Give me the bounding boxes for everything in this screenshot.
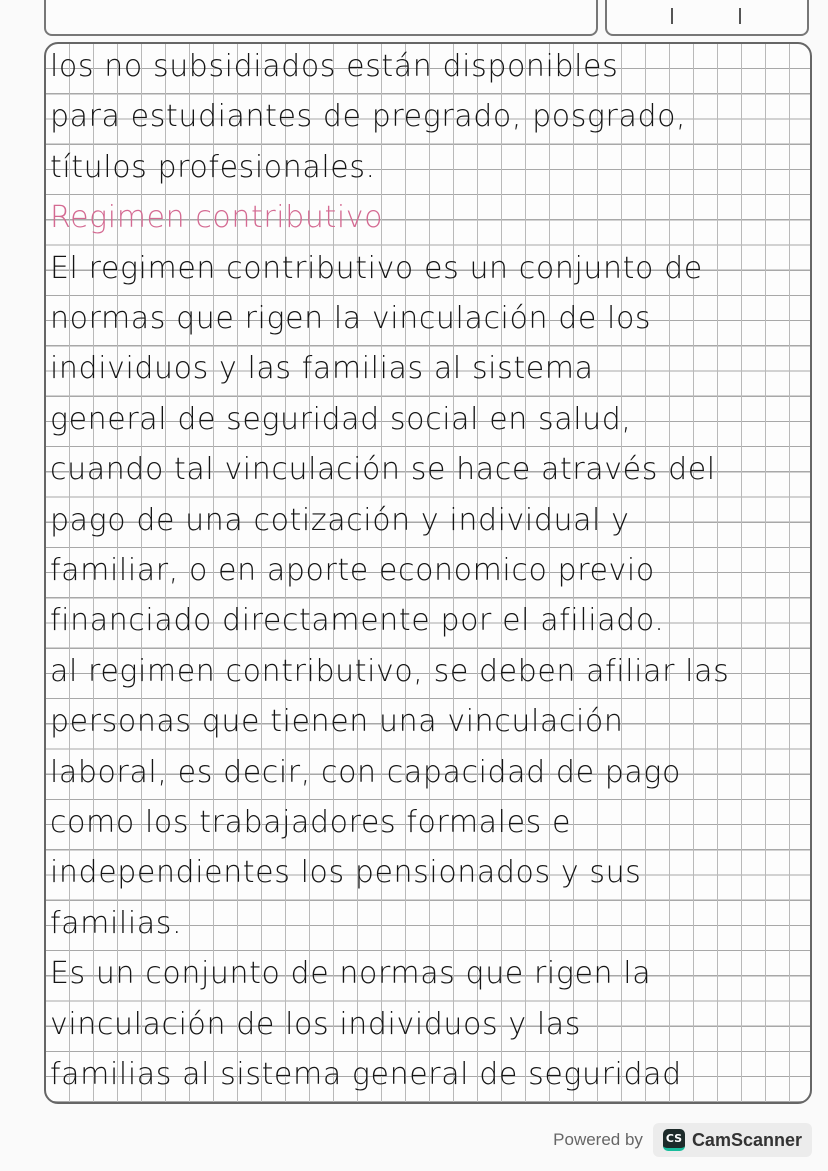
powered-by-text: Powered by [553,1130,643,1149]
handwritten-line: general de seguridad social en salud, [50,401,632,437]
handwritten-line: vinculación de los individuos y las [50,1006,581,1042]
handwritten-line: familias. [50,905,183,941]
handwritten-line: El regimen contributivo es un conjunto de [50,250,703,286]
handwritten-line: familiar, o en aporte economico previo [50,553,655,588]
camscanner-logo-icon: CS [663,1129,685,1151]
handwritten-line: cuando tal vinculación se hace através del [50,452,716,488]
handwritten-line: Es un conjunto de normas que rigen la [50,956,652,992]
notebook-page [44,42,812,1104]
handwritten-line: laboral, es decir, con capacidad de pago [50,754,681,790]
handwritten-line: familias al sistema general de seguridad [50,1057,682,1092]
handwritten-line: para estudiantes de pregrado, posgrado, [50,99,687,135]
date-divider [739,8,741,24]
handwritten-line: los no subsidiados están disponibles [50,49,619,84]
header-box-right [605,0,809,36]
camscanner-badge [653,1123,812,1157]
handwritten-line: pago de una cotización y individual y [50,502,630,538]
handwritten-line: independientes los pensionados y sus [50,855,642,891]
handwritten-line: individuos y las familias al sistema [50,351,594,387]
handwritten-line: normas que rigen la vinculación de los [50,301,652,336]
camscanner-watermark [553,1123,812,1157]
handwritten-line: al regimen contributivo, se deben afiliar las [50,653,730,689]
header-box-left [44,0,598,36]
handwritten-line: personas que tienen una vinculación [50,704,624,740]
date-divider [671,8,673,24]
camscanner-brand: CamScanner [691,1129,802,1150]
handwritten-line: como los trabajadores formales e [50,805,572,840]
section-heading: Regimen contributivo [50,200,384,236]
handwritten-line: títulos profesionales. [50,149,376,185]
handwritten-line: financiado directamente por el afiliado. [50,603,665,639]
